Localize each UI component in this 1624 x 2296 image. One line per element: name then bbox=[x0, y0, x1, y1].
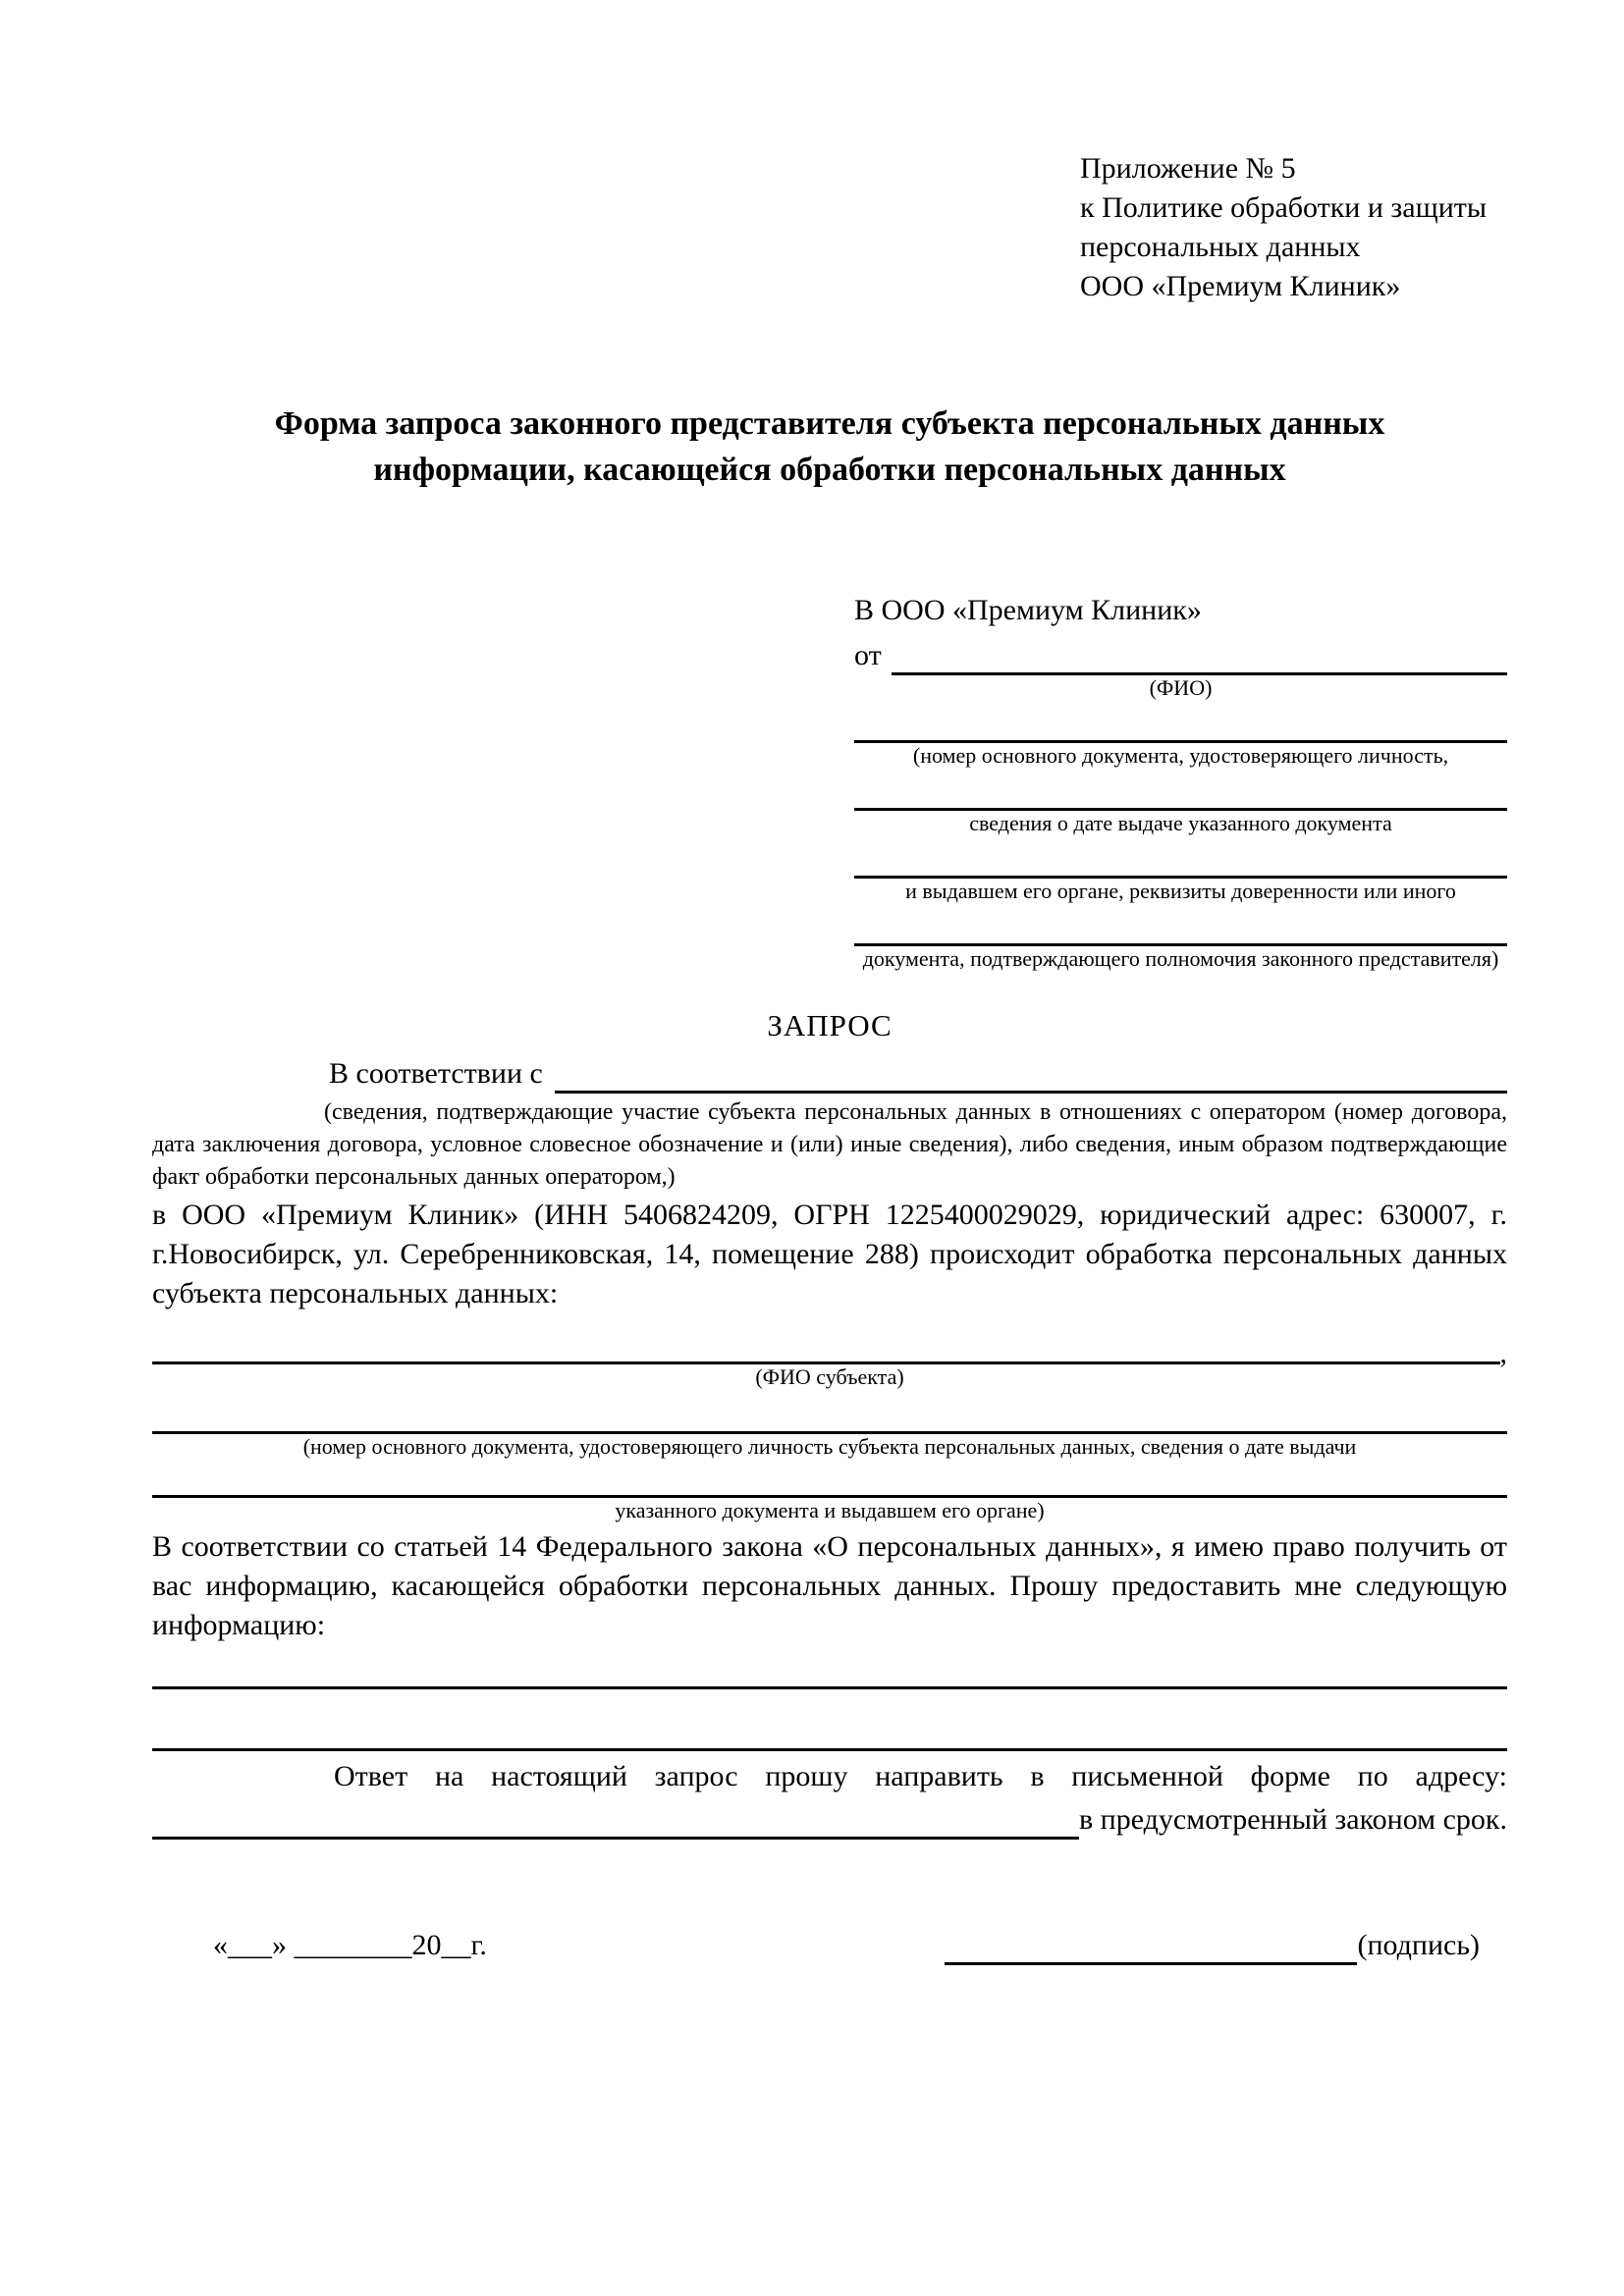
intro-row bbox=[152, 1050, 1507, 1094]
authority-document-caption: документа, подтверждающего полномочия законного представителя) bbox=[862, 946, 1499, 971]
addressee-block bbox=[854, 589, 1507, 972]
representative-document-caption: (номер основного документа, удостоверяющего личность, bbox=[912, 743, 1449, 768]
subject-fio-row bbox=[152, 1313, 1507, 1369]
annex-line-4: ООО «Премиум Клиник» bbox=[1080, 270, 1401, 302]
representative-fio-blank-line bbox=[892, 632, 1507, 675]
document-title bbox=[152, 400, 1507, 493]
operator-paragraph: в ООО «Премиум Клиник» (ИНН 5406824209, ОГРН 1225400029029, юридический адрес: 630007, г. г.Новосибирск, ул. Серебренниковская, 14, помещение 288) происходит обработка персональных данных субъекта персональных данных: bbox=[152, 1199, 1507, 1309]
requested-information-blank-line-1 bbox=[152, 1645, 1507, 1689]
annex-line-2: к Политике обработки и защиты bbox=[1080, 191, 1488, 224]
subject-document-blank-line bbox=[152, 1390, 1507, 1434]
document-issue-date-blank-line bbox=[854, 769, 1507, 811]
addressee-from-row bbox=[854, 632, 1507, 675]
from-label: от bbox=[854, 639, 882, 671]
law-paragraph: В соответствии со статьей 14 Федерального закона «О персональных данных», я имею право получить от вас информацию, касающейся обработки персональных данных. Прошу предоставить мне следующую информацию: bbox=[152, 1530, 1507, 1641]
subject-fio-comma: , bbox=[1499, 1337, 1507, 1369]
annex-header bbox=[1080, 149, 1507, 306]
representative-document-blank-line bbox=[854, 701, 1507, 743]
subject-document-blank-line-2 bbox=[152, 1460, 1507, 1498]
annex-line-1: Приложение № 5 bbox=[1080, 152, 1296, 185]
issuing-authority-caption: и выдавшем его органе, реквизиты доверенности или иного bbox=[905, 879, 1456, 903]
signature-caption: (подпись) bbox=[1357, 1929, 1480, 1961]
title-line-2: информации, касающейся обработки персональных данных bbox=[373, 452, 1286, 488]
reply-suffix: в предусмотренный законом срок. bbox=[1079, 1803, 1507, 1836]
annex-line-3: персональных данных bbox=[1080, 231, 1361, 263]
authority-document-blank-line bbox=[854, 904, 1507, 946]
relation-details-blank-line bbox=[555, 1050, 1507, 1094]
title-line-1: Форма запроса законного представителя субъекта персональных данных bbox=[274, 405, 1385, 442]
intro-caption: (сведения, подтверждающие участие субъекта персональных данных в отношениях с оператором (номер договора, дата заключения договора, условное словесное обозначение и (или) иные сведения), либо сведения, иным образом подтверждающие факт обработки персональных данных оператором,) bbox=[152, 1099, 1507, 1190]
signature-row bbox=[152, 1926, 1507, 1965]
reply-address-blank-line bbox=[152, 1837, 1079, 1840]
requested-information-blank-line-2 bbox=[152, 1689, 1507, 1751]
intro-label: В соответствии с bbox=[329, 1057, 543, 1090]
issuing-authority-blank-line bbox=[854, 836, 1507, 879]
subject-document-caption-1: (номер основного документа, удостоверяющего личность субъекта персональных данных, сведения о дате выдачи bbox=[302, 1434, 1357, 1459]
request-heading: ЗАПРОС bbox=[767, 1008, 893, 1042]
fio-caption: (ФИО) bbox=[1149, 675, 1213, 700]
document-issue-date-caption: сведения о дате выдаче указанного документа bbox=[969, 811, 1392, 835]
reply-paragraph: Ответ на настоящий запрос прошу направить в письменной форме по адресу: bbox=[334, 1760, 1507, 1792]
subject-fio-caption: (ФИО субъекта) bbox=[755, 1364, 904, 1389]
subject-document-caption-2: указанного документа и выдавшем его органе) bbox=[615, 1498, 1045, 1522]
signature-blank-line bbox=[945, 1929, 1357, 1965]
signature-group bbox=[945, 1926, 1480, 1965]
date-blank: «___» ________20__г. bbox=[213, 1929, 487, 1961]
addressee-to: В ООО «Премиум Клиник» bbox=[854, 594, 1202, 626]
reply-address-row bbox=[152, 1796, 1507, 1840]
